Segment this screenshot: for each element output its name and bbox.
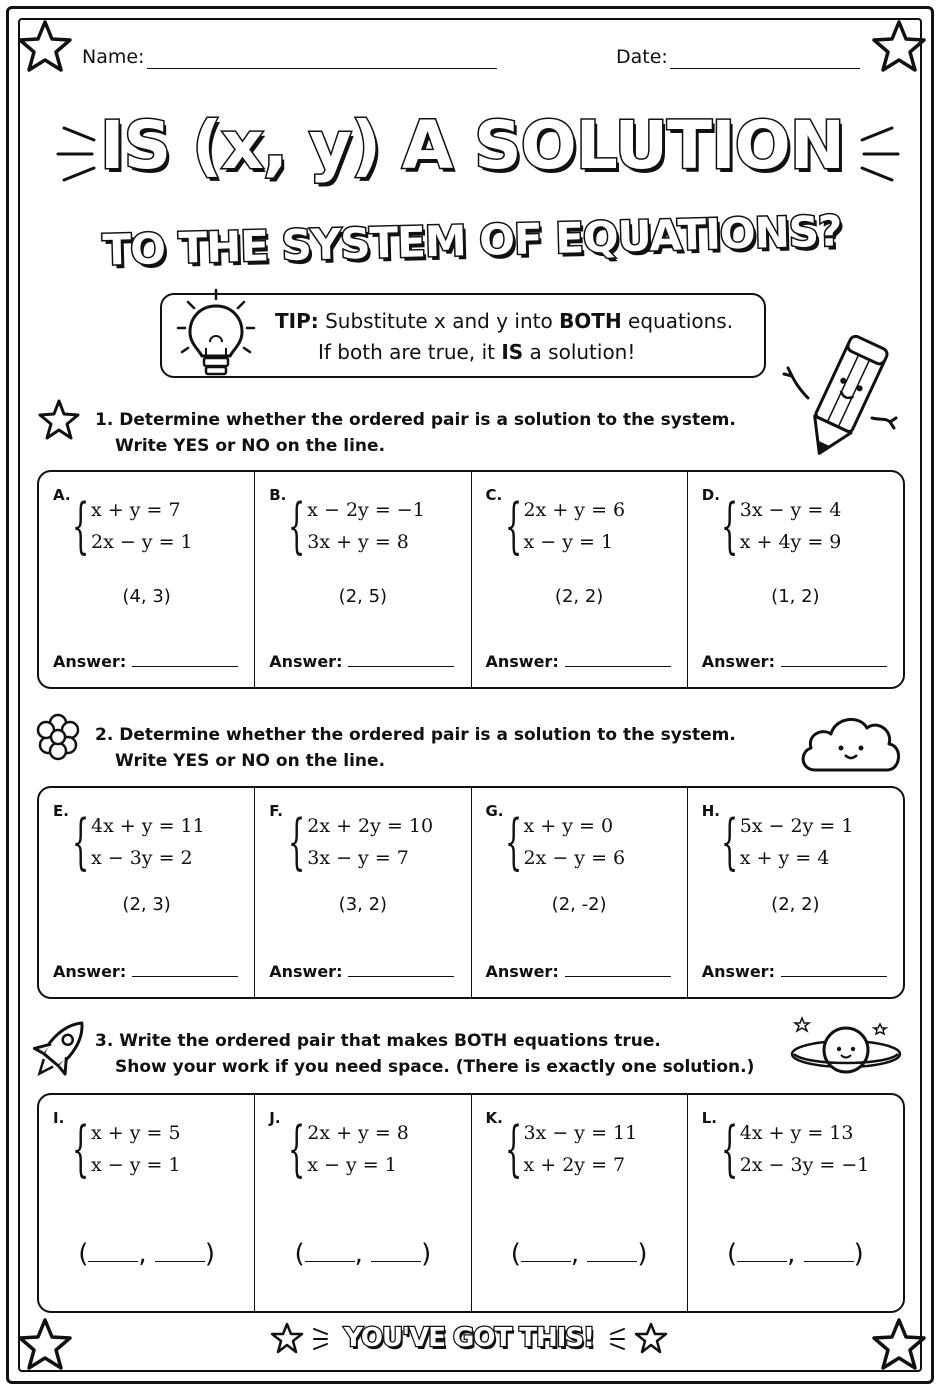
answer-field[interactable]: Answer: [486,962,671,981]
problem-letter: E. [53,802,69,820]
problem-letter: G. [485,802,504,820]
ordered-pair-blank[interactable]: ( , ) [294,1239,432,1269]
problem-letter: I. [53,1109,65,1127]
burst-lines-right [852,122,900,182]
problem-k [472,1095,688,1311]
tip-line2: If both are true, it IS a solution! [318,340,636,364]
planet-icon [786,1014,906,1084]
problem-b [255,472,471,687]
burst-lines-right [608,1326,626,1352]
ordered-pair-blank[interactable]: ( , ) [726,1239,864,1269]
answer-field[interactable]: Answer: [486,652,671,671]
equation-system: { 4x + y = 11 x − 3y = 2 [72,807,205,877]
burst-lines-left [56,122,104,182]
problem-d [688,472,903,687]
date-label: Date: [616,46,668,68]
equation-system: { x + y = 0 2x − y = 6 [504,807,626,877]
star-icon [870,18,928,76]
ordered-pair: (4, 3) [122,586,171,607]
star-icon [36,398,82,442]
ordered-pair: (2, 2) [771,894,820,915]
cloud-icon [795,708,905,778]
burst-lines-left [312,1326,330,1352]
equation-system: { 2x + y = 6 x − y = 1 [504,491,626,561]
equation-system: { x + y = 7 2x − y = 1 [72,491,193,561]
answer-field[interactable]: Answer: [53,962,238,981]
problem-h [688,788,903,997]
equation-system: { 2x + y = 8 x − y = 1 [288,1114,409,1184]
problem-g [472,788,688,997]
problem-letter: D. [701,486,720,504]
lightbulb-icon [176,288,256,382]
equation-system: { x − 2y = −1 3x + y = 8 [288,491,425,561]
ordered-pair: (1, 2) [771,586,820,607]
ordered-pair-blank[interactable]: ( , ) [78,1239,216,1269]
problem-c [472,472,688,687]
section1-grid [37,470,905,689]
ordered-pair: (2, 3) [122,894,171,915]
answer-field[interactable]: Answer: [702,652,887,671]
answer-field[interactable]: Answer: [269,962,454,981]
star-icon [634,1322,668,1354]
star-icon [16,1316,74,1374]
equation-system: { 5x − 2y = 1 x + y = 4 [720,807,854,877]
answer-field[interactable]: Answer: [702,962,887,981]
ordered-pair: (2, 2) [554,586,604,607]
answer-field[interactable]: Answer: [269,652,454,671]
date-field[interactable] [670,48,860,69]
title-line2: TO THE SYSTEM OF EQUATIONS? [101,206,842,275]
equation-system: { 3x − y = 11 x + 2y = 7 [504,1114,638,1184]
flower-icon [34,713,82,761]
pencil-mascot-icon [782,330,900,465]
problem-letter: F. [269,802,283,820]
tip-label: TIP: [275,309,319,333]
title-line1: IS (x, y) A SOLUTION [100,107,844,184]
problem-f [255,788,471,997]
problem-letter: H. [701,802,721,820]
name-field[interactable] [147,48,497,69]
rocket-icon [30,1013,90,1085]
star-icon [16,18,74,76]
equation-system: { x + y = 5 x − y = 1 [72,1114,181,1184]
section1-instructions: 1. Determine whether the ordered pair is a solution to the system. Write YES or NO on the line. [95,410,736,456]
tip-line1: TIP: Substitute x and y into BOTH equations. [275,309,734,333]
problem-letter: B. [269,486,287,504]
problem-a [39,472,255,687]
equation-system: { 4x + y = 13 2x − 3y = −1 [720,1114,870,1184]
ordered-pair: (2, 5) [338,586,388,607]
star-icon [870,1316,928,1374]
problem-i [39,1095,255,1311]
problem-letter: A. [53,486,71,504]
problem-letter: J. [269,1109,281,1127]
ordered-pair-blank[interactable]: ( , ) [510,1239,648,1269]
name-label: Name: [82,46,145,68]
problem-letter: C. [485,486,503,504]
problem-letter: K. [485,1109,503,1127]
equation-system: { 3x − y = 4 x + 4y = 9 [720,491,842,561]
ordered-pair: (3, 2) [338,894,388,915]
section3-grid [37,1093,905,1313]
footer-text: YOU'VE GOT THIS! [344,1323,594,1353]
problem-letter: L. [701,1109,718,1127]
problem-l [688,1095,903,1311]
section3-instructions: 3. Write the ordered pair that makes BOTH equations true. Show your work if you need space. (There is exactly one solution.) [95,1031,755,1077]
section2-instructions: 2. Determine whether the ordered pair is a solution to the system. Write YES or NO on the line. [95,725,736,771]
answer-field[interactable]: Answer: [53,652,238,671]
problem-j [255,1095,471,1311]
equation-system: { 2x + 2y = 10 3x − y = 7 [288,807,434,877]
section2-grid [37,786,905,999]
problem-e [39,788,255,997]
star-icon [270,1322,304,1354]
ordered-pair: (2, -2) [551,894,607,915]
